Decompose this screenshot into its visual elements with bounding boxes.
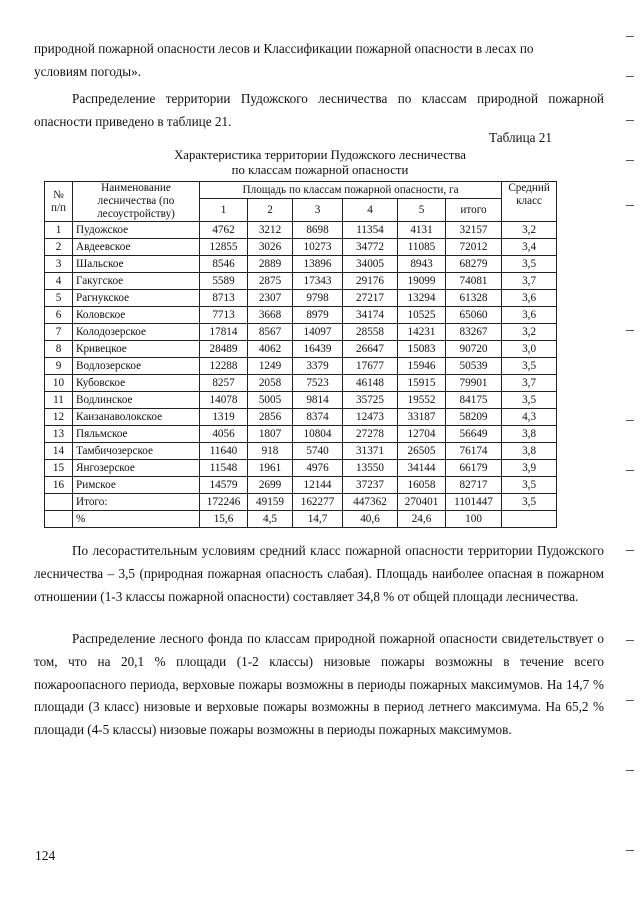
cell-c2: 918 (248, 443, 293, 460)
cell-c3: 12144 (293, 477, 343, 494)
cell-c5: 15083 (398, 341, 446, 358)
cell-c5: 13294 (398, 290, 446, 307)
cell-n: 3 (45, 256, 73, 273)
cell-total: 32157 (446, 222, 502, 239)
cell-n: 6 (45, 307, 73, 324)
pct-c2: 4,5 (248, 511, 293, 528)
cell-name: Пяльмское (73, 426, 200, 443)
scan-edge-mark (626, 470, 634, 471)
cell-c1: 8713 (200, 290, 248, 307)
pct-avg (502, 511, 557, 528)
cell-total: 68279 (446, 256, 502, 273)
cell-total: 66179 (446, 460, 502, 477)
cell-name: Водлозерское (73, 358, 200, 375)
cell-c1: 14078 (200, 392, 248, 409)
cell-name: Колодозерское (73, 324, 200, 341)
cell-n: 8 (45, 341, 73, 358)
page-number: 124 (35, 848, 56, 863)
scan-edge-mark (626, 850, 634, 851)
cell-avg: 3,7 (502, 273, 557, 290)
cell-total: 76174 (446, 443, 502, 460)
table-row (45, 375, 557, 392)
cell-c1: 14579 (200, 477, 248, 494)
scan-edge-mark (626, 550, 634, 551)
table-row (45, 222, 557, 239)
cell-c1: 4056 (200, 426, 248, 443)
table-row (45, 239, 557, 256)
cell-c3: 5740 (293, 443, 343, 460)
cell-total: 83267 (446, 324, 502, 341)
table-row (45, 477, 557, 494)
scan-edge-mark (626, 330, 634, 331)
cell-name: Кривецкое (73, 341, 200, 358)
pct-num (45, 511, 73, 528)
cell-total: 74081 (446, 273, 502, 290)
header-avg: Средний класс (502, 182, 557, 222)
cell-c3: 9798 (293, 290, 343, 307)
cell-name: Пудожское (73, 222, 200, 239)
cell-c4: 27278 (343, 426, 398, 443)
cell-total: 50539 (446, 358, 502, 375)
cell-c2: 8567 (248, 324, 293, 341)
scan-edge-mark (626, 420, 634, 421)
table-row (45, 273, 557, 290)
cell-avg: 3,2 (502, 324, 557, 341)
cell-c3: 14097 (293, 324, 343, 341)
cell-avg: 3,5 (502, 256, 557, 273)
cell-n: 5 (45, 290, 73, 307)
cell-c3: 10273 (293, 239, 343, 256)
cell-c1: 12288 (200, 358, 248, 375)
cell-total: 72012 (446, 239, 502, 256)
cell-avg: 4,3 (502, 409, 557, 426)
cell-c3: 10804 (293, 426, 343, 443)
cell-total: 65060 (446, 307, 502, 324)
total-c1: 172246 (200, 494, 248, 511)
cell-avg: 3,9 (502, 460, 557, 477)
table-row (45, 256, 557, 273)
scan-edge-mark (626, 700, 634, 701)
pct-total: 100 (446, 511, 502, 528)
cell-total: 56649 (446, 426, 502, 443)
cell-c4: 34005 (343, 256, 398, 273)
cell-c5: 15946 (398, 358, 446, 375)
cell-avg: 3,7 (502, 375, 557, 392)
table-row (45, 358, 557, 375)
total-c5: 270401 (398, 494, 446, 511)
paragraph-4: Распределение лесного фонда по классам природной пожарной опасности свидетельствует о том, что на 20,1 % площади (1-2 классы) низовые пожары возможны в течение всего пожароопасного периода, верховые пожары возможны в периоды пожарных максимумов. На 14,7 % площади (3 класс) низовые и верховые пожары возможны в период летнего максимума. На 65,2 % площади (4-5 классы) низовые пожары возможны в периоды пожарных максимумов. (34, 631, 604, 738)
table-caption-line-2: по классам пожарной опасности (231, 163, 409, 177)
cell-c5: 19099 (398, 273, 446, 290)
cell-n: 9 (45, 358, 73, 375)
cell-name: Кубовское (73, 375, 200, 392)
intro-paragraph-2: Распределение территории Пудожского лесничества по классам природной пожарной опасности приведено в таблице 21. (34, 91, 604, 129)
cell-avg: 3,6 (502, 290, 557, 307)
pct-c5: 24,6 (398, 511, 446, 528)
cell-c1: 8546 (200, 256, 248, 273)
header-class-2: 2 (248, 199, 293, 222)
cell-avg: 3,8 (502, 426, 557, 443)
cell-c5: 15915 (398, 375, 446, 392)
pct-c3: 14,7 (293, 511, 343, 528)
cell-avg: 3,5 (502, 477, 557, 494)
header-total: итого (446, 199, 502, 222)
cell-c5: 11085 (398, 239, 446, 256)
cell-c2: 1961 (248, 460, 293, 477)
cell-c2: 3668 (248, 307, 293, 324)
cell-n: 1 (45, 222, 73, 239)
cell-c1: 12855 (200, 239, 248, 256)
table-row (45, 341, 557, 358)
cell-c5: 14231 (398, 324, 446, 341)
cell-c3: 4976 (293, 460, 343, 477)
table-row (45, 443, 557, 460)
intro-line-1: природной пожарной опасности лесов и Классификации пожарной опасности в лесах по (34, 41, 534, 56)
cell-c4: 26647 (343, 341, 398, 358)
cell-c3: 3379 (293, 358, 343, 375)
total-c2: 49159 (248, 494, 293, 511)
cell-c5: 34144 (398, 460, 446, 477)
header-num: № п/п (45, 182, 73, 222)
total-c3: 162277 (293, 494, 343, 511)
cell-name: Коловское (73, 307, 200, 324)
cell-c2: 1249 (248, 358, 293, 375)
cell-avg: 3,4 (502, 239, 557, 256)
cell-c3: 8698 (293, 222, 343, 239)
cell-name: Римское (73, 477, 200, 494)
scan-edge-mark (626, 640, 634, 641)
cell-c2: 2875 (248, 273, 293, 290)
cell-c3: 13896 (293, 256, 343, 273)
cell-c4: 17677 (343, 358, 398, 375)
cell-total: 90720 (446, 341, 502, 358)
cell-c1: 7713 (200, 307, 248, 324)
table-row (45, 324, 557, 341)
scan-edge-mark (626, 36, 634, 37)
table-row (45, 460, 557, 477)
table-body (45, 222, 557, 528)
cell-c2: 3026 (248, 239, 293, 256)
cell-c2: 5005 (248, 392, 293, 409)
cell-c4: 27217 (343, 290, 398, 307)
table-row (45, 307, 557, 324)
cell-total: 79901 (446, 375, 502, 392)
cell-n: 4 (45, 273, 73, 290)
table-row (45, 290, 557, 307)
total-avg: 3,5 (502, 494, 557, 511)
cell-name: Авдеевское (73, 239, 200, 256)
cell-c1: 28489 (200, 341, 248, 358)
cell-n: 13 (45, 426, 73, 443)
cell-avg: 3,2 (502, 222, 557, 239)
cell-c5: 10525 (398, 307, 446, 324)
header-name: Наименование лесничества (по лесоустройству) (73, 182, 200, 222)
cell-c3: 9814 (293, 392, 343, 409)
total-total: 1101447 (446, 494, 502, 511)
header-class-1: 1 (200, 199, 248, 222)
scan-edge-mark (626, 120, 634, 121)
cell-avg: 3,8 (502, 443, 557, 460)
cell-c5: 4131 (398, 222, 446, 239)
fire-class-table (44, 181, 557, 528)
total-label: Итого: (73, 494, 200, 511)
paragraph-3: По лесорастительным условиям средний класс пожарной опасности территории Пудожского лесничества – 3,5 (природная пожарная опасность слабая). Площадь наиболее опасная в пожарном отношении (1-3 классы пожарной опасности) составляет 34,8 % от общей площади лесничества. (34, 543, 604, 604)
cell-avg: 3,5 (502, 358, 557, 375)
table-row (45, 409, 557, 426)
cell-avg: 3,5 (502, 392, 557, 409)
pct-c4: 40,6 (343, 511, 398, 528)
cell-c2: 4062 (248, 341, 293, 358)
cell-c2: 2307 (248, 290, 293, 307)
cell-c1: 11548 (200, 460, 248, 477)
cell-c4: 29176 (343, 273, 398, 290)
scan-edge-mark (626, 205, 634, 206)
cell-n: 15 (45, 460, 73, 477)
cell-name: Каизанаволокское (73, 409, 200, 426)
cell-c2: 2058 (248, 375, 293, 392)
cell-c2: 2889 (248, 256, 293, 273)
cell-c4: 11354 (343, 222, 398, 239)
cell-c3: 16439 (293, 341, 343, 358)
cell-total: 61328 (446, 290, 502, 307)
cell-total: 84175 (446, 392, 502, 409)
cell-n: 7 (45, 324, 73, 341)
cell-c1: 17814 (200, 324, 248, 341)
cell-avg: 3,0 (502, 341, 557, 358)
cell-c5: 12704 (398, 426, 446, 443)
cell-name: Водлинское (73, 392, 200, 409)
table-row (45, 392, 557, 409)
cell-name: Тамбичозерское (73, 443, 200, 460)
cell-avg: 3,6 (502, 307, 557, 324)
cell-c1: 8257 (200, 375, 248, 392)
table-row-total (45, 494, 557, 511)
cell-c4: 34772 (343, 239, 398, 256)
cell-c4: 35725 (343, 392, 398, 409)
cell-n: 16 (45, 477, 73, 494)
cell-c1: 11640 (200, 443, 248, 460)
intro-line-2: условиям погоды». (34, 64, 142, 79)
total-c4: 447362 (343, 494, 398, 511)
cell-n: 10 (45, 375, 73, 392)
cell-name: Шальское (73, 256, 200, 273)
cell-c3: 8374 (293, 409, 343, 426)
cell-c4: 28558 (343, 324, 398, 341)
header-class-4: 4 (343, 199, 398, 222)
cell-c4: 12473 (343, 409, 398, 426)
cell-name: Янгозерское (73, 460, 200, 477)
cell-name: Рагнукское (73, 290, 200, 307)
scan-edge-mark (626, 770, 634, 771)
table-row (45, 426, 557, 443)
cell-total: 58209 (446, 409, 502, 426)
header-area: Площадь по классам пожарной опасности, га (200, 182, 502, 199)
table-caption (0, 148, 640, 178)
table-row-percent (45, 511, 557, 528)
cell-c3: 17343 (293, 273, 343, 290)
table-number: Таблица 21 (489, 130, 552, 145)
cell-c1: 4762 (200, 222, 248, 239)
cell-c2: 2699 (248, 477, 293, 494)
cell-c5: 19552 (398, 392, 446, 409)
scan-edge-mark (626, 160, 634, 161)
table-caption-line-1: Характеристика территории Пудожского лесничества (174, 148, 466, 162)
cell-c3: 8979 (293, 307, 343, 324)
cell-c5: 33187 (398, 409, 446, 426)
cell-c2: 3212 (248, 222, 293, 239)
cell-c4: 46148 (343, 375, 398, 392)
pct-c1: 15,6 (200, 511, 248, 528)
cell-c4: 37237 (343, 477, 398, 494)
header-class-3: 3 (293, 199, 343, 222)
total-num (45, 494, 73, 511)
cell-c4: 31371 (343, 443, 398, 460)
cell-name: Гакугское (73, 273, 200, 290)
cell-total: 82717 (446, 477, 502, 494)
cell-c5: 26505 (398, 443, 446, 460)
pct-label: % (73, 511, 200, 528)
cell-c3: 7523 (293, 375, 343, 392)
cell-n: 2 (45, 239, 73, 256)
cell-c4: 13550 (343, 460, 398, 477)
cell-c4: 34174 (343, 307, 398, 324)
cell-c5: 16058 (398, 477, 446, 494)
header-class-5: 5 (398, 199, 446, 222)
cell-c2: 1807 (248, 426, 293, 443)
cell-c5: 8943 (398, 256, 446, 273)
scan-edge-mark (626, 76, 634, 77)
cell-c1: 1319 (200, 409, 248, 426)
cell-c2: 2856 (248, 409, 293, 426)
cell-n: 12 (45, 409, 73, 426)
cell-n: 11 (45, 392, 73, 409)
cell-n: 14 (45, 443, 73, 460)
cell-c1: 5589 (200, 273, 248, 290)
